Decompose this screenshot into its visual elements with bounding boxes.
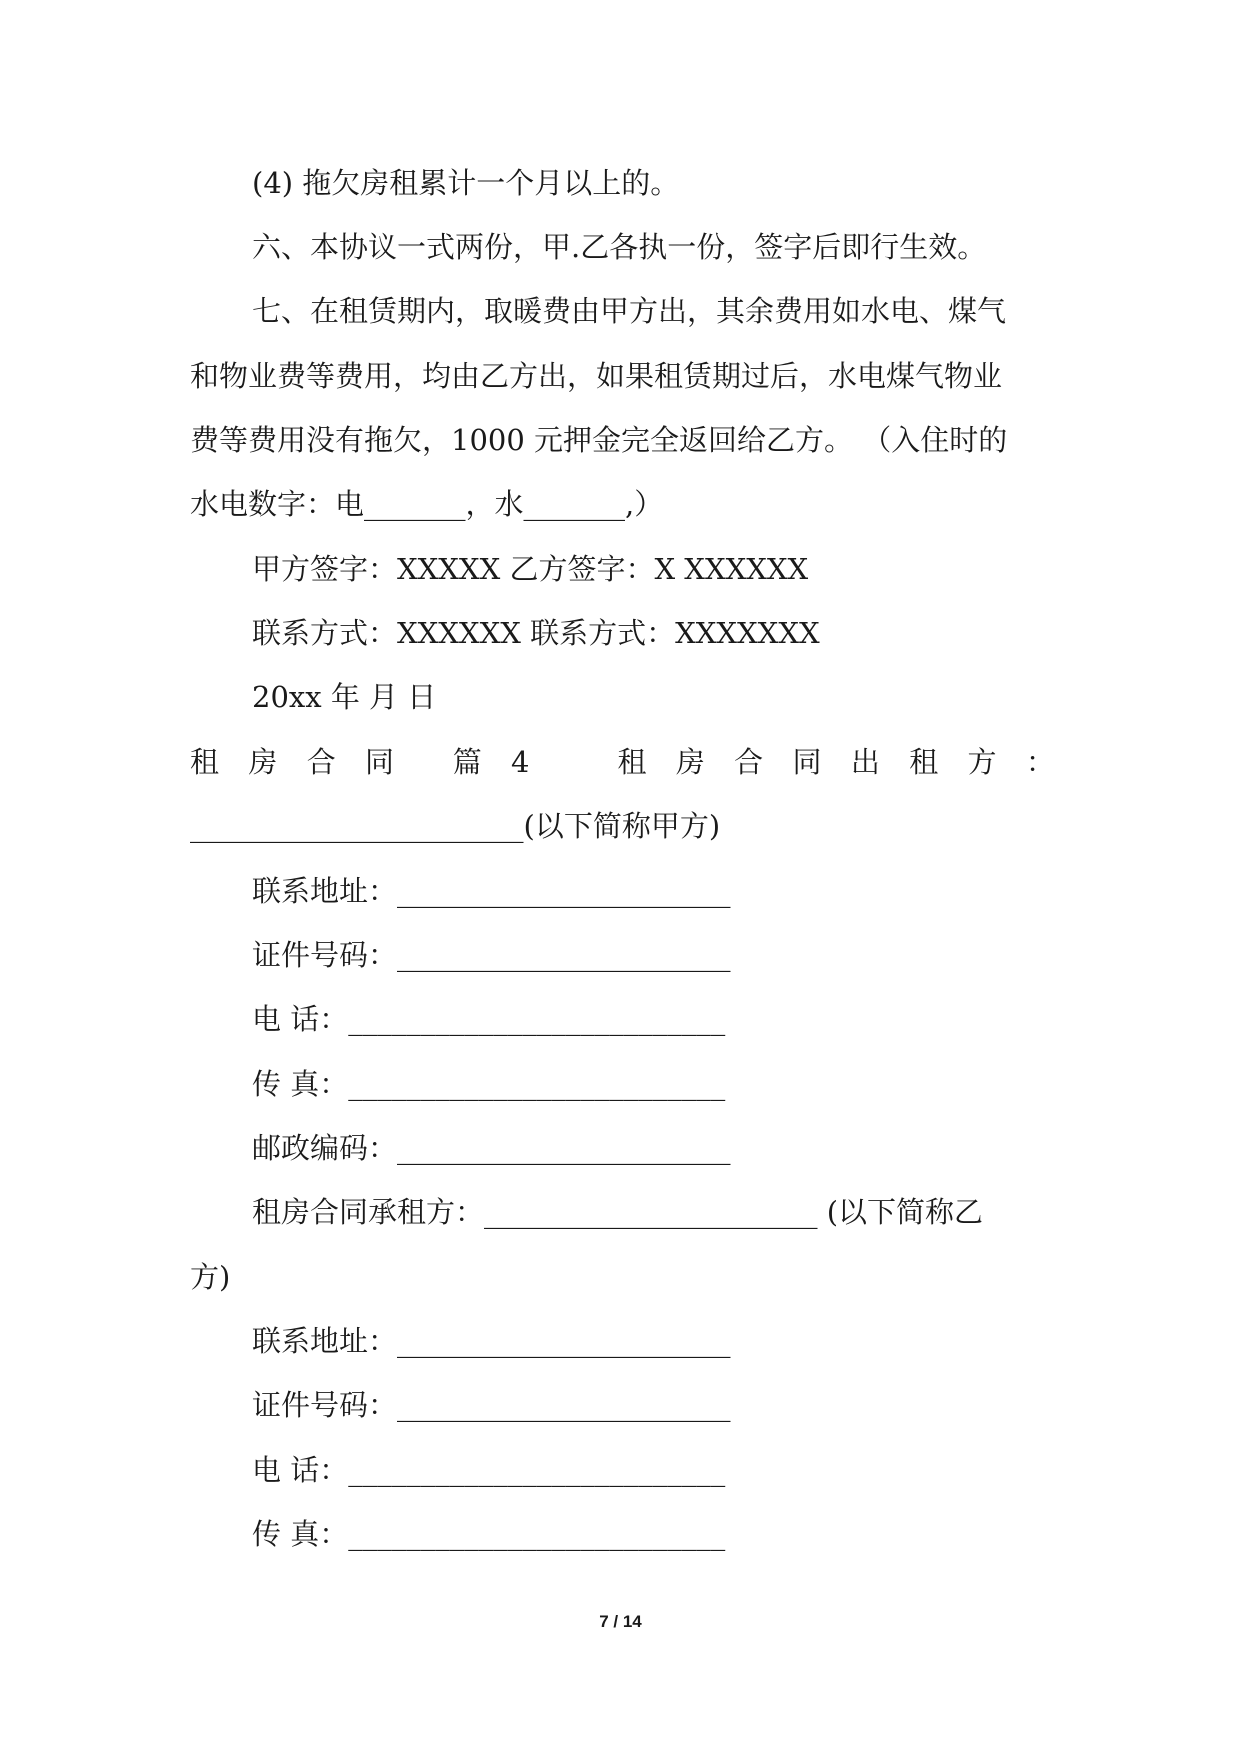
clause-seven-line-3: 费等费用没有拖欠，1000 元押金完全返回给乙方。 （入住时的	[190, 423, 1008, 457]
lessee-phone-field: 电 话：__________________________	[252, 1453, 726, 1487]
clause-seven-line-1: 七、在租赁期内，取暖费由甲方出，其余费用如水电、煤气	[252, 294, 1007, 328]
lessee-address-field: 联系地址：_______________________	[252, 1324, 731, 1358]
clause-six-text: 六、本协议一式两份，甲.乙各执一份，签字后即行生效。	[252, 230, 987, 264]
lessor-postcode-field: 邮政编码：_______________________	[252, 1131, 731, 1165]
contact-line: 联系方式：XXXXXX 联系方式：XXXXXXX	[252, 616, 820, 650]
heading-char: 合	[734, 745, 764, 779]
heading-char: 租	[190, 745, 220, 779]
clause-seven-line-4: 水电数字：电_______，水_______,）	[190, 487, 664, 521]
heading-char: 租	[909, 745, 939, 779]
heading-char: 租	[617, 745, 647, 779]
heading-char: 同	[365, 745, 395, 779]
heading-char: 同	[792, 745, 822, 779]
clause-seven-line-2: 和物业费等费用，均由乙方出，如果租赁期过后，水电煤气物业	[190, 359, 1003, 393]
lessee-id-field: 证件号码：_______________________	[252, 1388, 731, 1422]
signature-line: 甲方签字：XXXXX 乙方签字：X XXXXXX	[252, 552, 809, 586]
clause-4-text: (4) 拖欠房租累计一个月以上的。	[252, 166, 680, 200]
lessor-fax-field: 传 真：__________________________	[252, 1067, 726, 1101]
lessor-line: _______________________(以下简称甲方)	[190, 809, 721, 843]
heading-char: 房	[675, 745, 705, 779]
lessee-line-2: 方)	[190, 1260, 231, 1294]
heading-char: 方	[967, 745, 997, 779]
page-number: 7 / 14	[599, 1612, 642, 1631]
heading-char: ：	[1025, 745, 1055, 779]
heading-char: 4	[511, 745, 530, 779]
heading-char: 出	[850, 745, 880, 779]
contract-heading-row	[190, 742, 1055, 782]
lessor-phone-field: 电 话：__________________________	[252, 1002, 726, 1036]
heading-char: 房	[248, 745, 278, 779]
lessor-id-field: 证件号码：_______________________	[252, 938, 731, 972]
date-line: 20xx 年 月 日	[252, 680, 437, 714]
lessee-fax-field: 传 真：__________________________	[252, 1517, 726, 1551]
lessor-address-field: 联系地址：_______________________	[252, 874, 731, 908]
lessee-line-1: 租房合同承租方：_______________________ (以下简称乙	[252, 1195, 984, 1229]
heading-char: 篇	[452, 745, 482, 779]
heading-char: 合	[306, 745, 336, 779]
